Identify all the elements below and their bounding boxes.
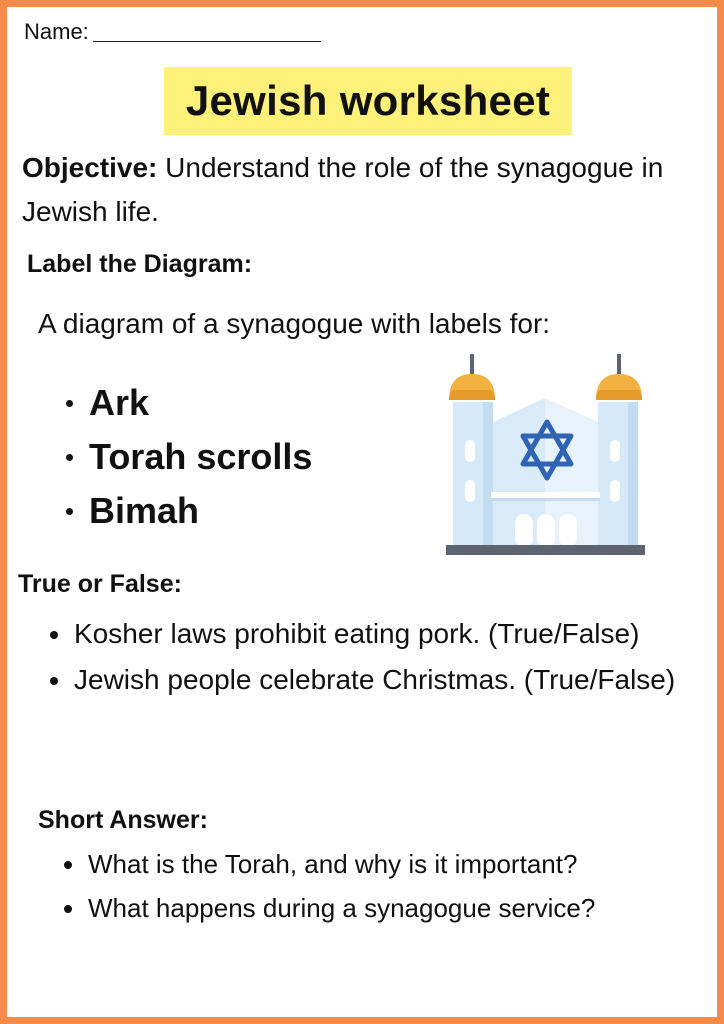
true-false-question: Kosher laws prohibit eating pork. (True/False) — [74, 618, 640, 649]
title-banner — [164, 67, 572, 135]
label-item-torah-scrolls: Torah scrolls — [89, 436, 313, 477]
bullet-icon — [64, 861, 72, 869]
name-blank-line[interactable] — [93, 41, 321, 42]
bullet-icon — [50, 631, 58, 639]
objective-text: Understand the role of the synagogue in Jewish life. — [22, 152, 664, 227]
name-label: Name: — [24, 19, 89, 44]
label-item-bimah: Bimah — [89, 490, 200, 531]
true-false-heading: True or False: — [18, 570, 182, 598]
true-false-list — [50, 612, 690, 704]
bullet-icon — [66, 400, 73, 407]
page-title: Jewish worksheet — [185, 77, 551, 124]
list-item — [64, 886, 704, 930]
list-item — [64, 842, 704, 886]
list-item — [66, 484, 312, 538]
list-item — [50, 658, 690, 702]
bullet-icon — [50, 677, 58, 685]
list-item — [66, 430, 312, 484]
objective-paragraph — [22, 146, 712, 234]
short-answer-heading: Short Answer: — [38, 806, 208, 834]
name-field[interactable] — [24, 16, 321, 48]
short-answer-list — [64, 842, 704, 930]
bullet-icon — [66, 508, 73, 515]
true-false-question: Jewish people celebrate Christmas. (True/False) — [74, 664, 676, 695]
label-item-ark: Ark — [89, 382, 150, 423]
label-items-list — [66, 376, 312, 538]
short-answer-question: What is the Torah, and why is it important? — [88, 849, 578, 879]
short-answer-question: What happens during a synagogue service? — [88, 893, 596, 923]
objective-label: Objective: — [22, 152, 158, 183]
bullet-icon — [64, 905, 72, 913]
synagogue-icon — [443, 352, 648, 560]
label-diagram-heading: Label the Diagram: — [27, 250, 253, 278]
bullet-icon — [66, 454, 73, 461]
list-item — [50, 612, 690, 656]
diagram-description: A diagram of a synagogue with labels for: — [38, 308, 551, 339]
list-item — [66, 376, 312, 430]
